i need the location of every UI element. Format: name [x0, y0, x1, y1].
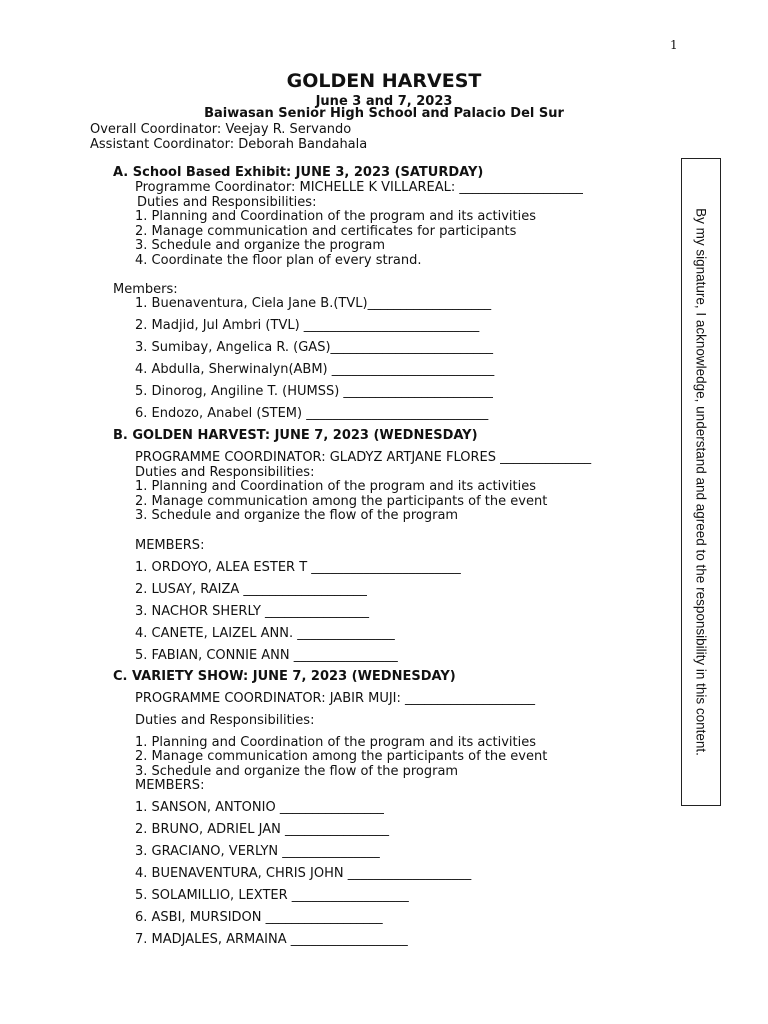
- section-b-member: 1. ORDOYO, ALEA ESTER T _______________________: [135, 560, 461, 575]
- section-a-duty: 4. Coordinate the floor plan of every strand.: [135, 253, 422, 268]
- section-b-member: 3. NACHOR SHERLY ________________: [135, 604, 370, 619]
- section-c-member: 4. BUENAVENTURA, CHRIS JOHN ___________________: [135, 866, 472, 881]
- section-a-member: 4. Abdulla, Sherwinalyn(ABM) _________________________: [135, 362, 495, 377]
- section-b-member: 5. FABIAN, CONNIE ANN ________________: [135, 648, 398, 663]
- section-c-member: 3. GRACIANO, VERLYN _______________: [135, 844, 380, 859]
- section-b-members-label: MEMBERS:: [135, 538, 205, 553]
- section-a-member: 1. Buenaventura, Ciela Jane B.(TVL)___________________: [135, 296, 492, 311]
- section-c-duty: 2. Manage communication among the participants of the event: [135, 749, 548, 764]
- section-a-heading: A. School Based Exhibit: JUNE 3, 2023 (SATURDAY): [113, 165, 484, 180]
- event-venue: Baiwasan Senior High School and Palacio Del Sur: [204, 106, 564, 121]
- section-b-duties-label: Duties and Responsibilities:: [135, 465, 315, 480]
- section-c-coordinator: PROGRAMME COORDINATOR: JABIR MUJI: ____________________: [135, 691, 536, 706]
- section-c-duty: 3. Schedule and organize the flow of the program: [135, 764, 459, 779]
- section-b-member: 2. LUSAY, RAIZA ___________________: [135, 582, 367, 597]
- section-a-duty: 3. Schedule and organize the program: [135, 238, 386, 253]
- section-c-member: 7. MADJALES, ARMAINA __________________: [135, 932, 408, 947]
- section-b-member: 4. CANETE, LAIZEL ANN. _______________: [135, 626, 395, 641]
- section-a-member: 6. Endozo, Anabel (STEM) ____________________________: [135, 406, 489, 421]
- section-c-duties-label: Duties and Responsibilities:: [135, 713, 315, 728]
- event-dates: June 3 and 7, 2023: [315, 94, 453, 109]
- section-a-duty: 1. Planning and Coordination of the program and its activities: [135, 209, 537, 224]
- acknowledgment-text: By my signature, I acknowledge, understand and agreed to the responsibility in this content.: [693, 208, 709, 756]
- section-b-coordinator: PROGRAMME COORDINATOR: GLADYZ ARTJANE FLORES ______________: [135, 450, 592, 465]
- section-a-members-label: Members:: [113, 282, 178, 297]
- section-a-coordinator: Programme Coordinator: MICHELLE K VILLAREAL: ___________________: [135, 180, 583, 195]
- section-a-duties-label: Duties and Responsibilities:: [137, 195, 317, 210]
- section-b-duty: 3. Schedule and organize the flow of the program: [135, 508, 459, 523]
- section-c-duty: 1. Planning and Coordination of the program and its activities: [135, 735, 537, 750]
- section-c-members-label: MEMBERS:: [135, 778, 205, 793]
- section-c-member: 2. BRUNO, ADRIEL JAN ________________: [135, 822, 389, 837]
- section-a-member: 5. Dinorog, Angiline T. (HUMSS) _______________________: [135, 384, 493, 399]
- section-c-member: 5. SOLAMILLIO, LEXTER __________________: [135, 888, 409, 903]
- section-c-member: 6. ASBI, MURSIDON __________________: [135, 910, 383, 925]
- section-a-duty: 2. Manage communication and certificates for participants: [135, 224, 517, 239]
- section-c-heading: C. VARIETY SHOW: JUNE 7, 2023 (WEDNESDAY): [113, 669, 456, 684]
- section-b-duty: 2. Manage communication among the participants of the event: [135, 494, 548, 509]
- overall-coordinator: Overall Coordinator: Veejay R. Servando: [90, 122, 352, 137]
- section-c-member: 1. SANSON, ANTONIO ________________: [135, 800, 384, 815]
- section-a-member: 3. Sumibay, Angelica R. (GAS)_________________________: [135, 340, 494, 355]
- page-number: 1: [670, 38, 678, 52]
- assistant-coordinator: Assistant Coordinator: Deborah Bandahala: [90, 137, 368, 152]
- document-title: GOLDEN HARVEST: [286, 70, 482, 92]
- section-a-member: 2. Madjid, Jul Ambri (TVL) ___________________________: [135, 318, 480, 333]
- section-b-duty: 1. Planning and Coordination of the program and its activities: [135, 479, 537, 494]
- section-b-heading: B. GOLDEN HARVEST: JUNE 7, 2023 (WEDNESDAY): [113, 428, 478, 443]
